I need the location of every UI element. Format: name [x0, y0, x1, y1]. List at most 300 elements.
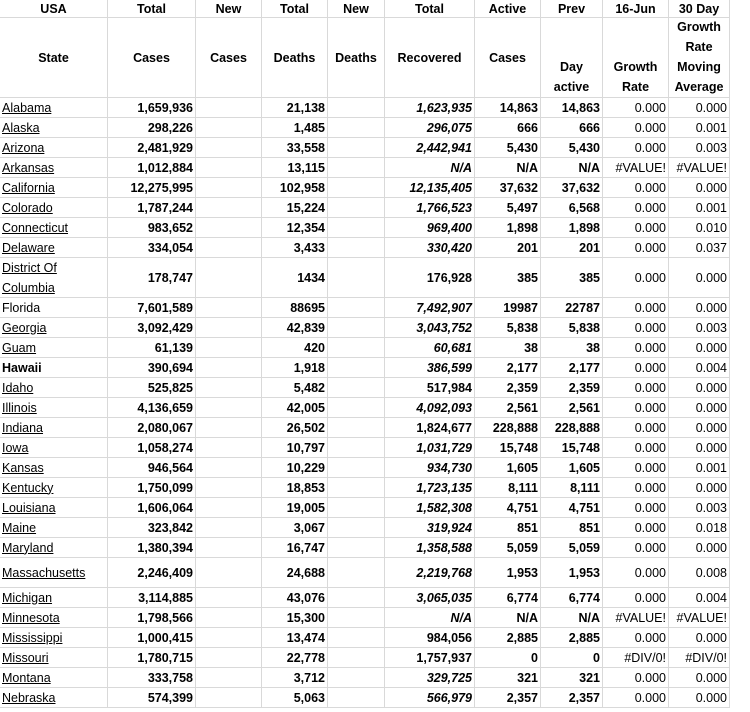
prev-day-active-cell[interactable]: 5,430: [541, 138, 603, 158]
moving-average-cell[interactable]: 0.001: [669, 198, 730, 218]
total-deaths-cell[interactable]: 22,778: [262, 648, 328, 668]
new-deaths-cell[interactable]: [328, 318, 385, 338]
growth-rate-cell[interactable]: 0.000: [603, 98, 669, 118]
active-cases-cell[interactable]: 321: [475, 668, 541, 688]
total-deaths-cell[interactable]: 21,138: [262, 98, 328, 118]
growth-rate-cell[interactable]: 0.000: [603, 258, 669, 298]
new-deaths-cell[interactable]: [328, 458, 385, 478]
total-cases-cell[interactable]: 1,798,566: [108, 608, 196, 628]
state-link[interactable]: Michigan: [0, 588, 108, 608]
moving-average-cell[interactable]: 0.018: [669, 518, 730, 538]
new-deaths-cell[interactable]: [328, 628, 385, 648]
table-row: [0, 688, 730, 708]
recovered-cell[interactable]: 176,928: [385, 258, 475, 298]
new-deaths-cell[interactable]: [328, 518, 385, 538]
prev-day-active-cell[interactable]: 15,748: [541, 438, 603, 458]
prev-day-active-cell[interactable]: 5,838: [541, 318, 603, 338]
moving-average-cell[interactable]: 0.000: [669, 338, 730, 358]
growth-rate-cell[interactable]: #VALUE!: [603, 158, 669, 178]
recovered-cell[interactable]: 1,031,729: [385, 438, 475, 458]
growth-rate-cell[interactable]: 0.000: [603, 688, 669, 708]
active-cases-cell[interactable]: 1,605: [475, 458, 541, 478]
moving-average-cell[interactable]: 0.010: [669, 218, 730, 238]
active-cases-cell[interactable]: 14,863: [475, 98, 541, 118]
recovered-cell[interactable]: 1,582,308: [385, 498, 475, 518]
total-cases-cell[interactable]: 1,750,099: [108, 478, 196, 498]
total-cases-cell[interactable]: 12,275,995: [108, 178, 196, 198]
total-cases-cell[interactable]: 323,842: [108, 518, 196, 538]
total-cases-cell[interactable]: 983,652: [108, 218, 196, 238]
new-deaths-cell[interactable]: [328, 438, 385, 458]
total-cases-cell[interactable]: 1,012,884: [108, 158, 196, 178]
moving-average-cell[interactable]: #VALUE!: [669, 608, 730, 628]
recovered-cell[interactable]: 1,358,588: [385, 538, 475, 558]
growth-rate-cell[interactable]: 0.000: [603, 558, 669, 588]
recovered-cell[interactable]: 329,725: [385, 668, 475, 688]
active-cases-cell[interactable]: N/A: [475, 158, 541, 178]
total-deaths-cell[interactable]: 15,300: [262, 608, 328, 628]
prev-day-active-cell[interactable]: N/A: [541, 158, 603, 178]
moving-average-cell[interactable]: 0.008: [669, 558, 730, 588]
header-label-line: Recovered: [397, 50, 462, 65]
new-cases-cell[interactable]: [196, 648, 262, 668]
prev-day-active-cell[interactable]: 666: [541, 118, 603, 138]
total-cases-cell[interactable]: 1,780,715: [108, 648, 196, 668]
moving-average-cell[interactable]: 0.001: [669, 118, 730, 138]
moving-average-cell[interactable]: 0.004: [669, 358, 730, 378]
state-link: Florida: [0, 298, 108, 318]
recovered-cell[interactable]: 3,065,035: [385, 588, 475, 608]
state-link[interactable]: Missouri: [0, 648, 108, 668]
new-deaths-cell[interactable]: [328, 118, 385, 138]
growth-rate-cell[interactable]: 0.000: [603, 478, 669, 498]
active-cases-cell[interactable]: 851: [475, 518, 541, 538]
active-cases-cell[interactable]: 2,359: [475, 378, 541, 398]
new-deaths-cell[interactable]: [328, 258, 385, 298]
active-cases-cell[interactable]: 1,953: [475, 558, 541, 588]
total-cases-cell[interactable]: 1,787,244: [108, 198, 196, 218]
header-row-main: [0, 18, 730, 98]
new-deaths-cell[interactable]: [328, 418, 385, 438]
moving-average-cell[interactable]: 0.000: [669, 258, 730, 298]
recovered-cell[interactable]: 1,623,935: [385, 98, 475, 118]
header-total-recovered-top: Total: [385, 0, 475, 18]
total-cases-cell[interactable]: 3,114,885: [108, 588, 196, 608]
recovered-cell[interactable]: 934,730: [385, 458, 475, 478]
growth-rate-cell[interactable]: 0.000: [603, 118, 669, 138]
new-cases-cell[interactable]: [196, 138, 262, 158]
total-deaths-cell[interactable]: 3,067: [262, 518, 328, 538]
total-cases-cell[interactable]: 2,481,929: [108, 138, 196, 158]
moving-average-cell[interactable]: 0.001: [669, 458, 730, 478]
prev-day-active-cell[interactable]: 228,888: [541, 418, 603, 438]
prev-day-active-cell[interactable]: 2,177: [541, 358, 603, 378]
growth-rate-cell[interactable]: 0.000: [603, 498, 669, 518]
total-deaths-cell[interactable]: 3,433: [262, 238, 328, 258]
total-deaths-cell[interactable]: 1,485: [262, 118, 328, 138]
total-deaths-cell[interactable]: 13,115: [262, 158, 328, 178]
total-deaths-cell[interactable]: 102,958: [262, 178, 328, 198]
recovered-cell[interactable]: 12,135,405: [385, 178, 475, 198]
new-deaths-cell[interactable]: [328, 668, 385, 688]
total-deaths-cell[interactable]: 24,688: [262, 558, 328, 588]
prev-day-active-cell[interactable]: 14,863: [541, 98, 603, 118]
total-deaths-cell[interactable]: 5,063: [262, 688, 328, 708]
new-cases-cell[interactable]: [196, 238, 262, 258]
new-cases-cell[interactable]: [196, 398, 262, 418]
moving-average-cell[interactable]: 0.003: [669, 318, 730, 338]
growth-rate-cell[interactable]: 0.000: [603, 298, 669, 318]
growth-rate-cell[interactable]: 0.000: [603, 398, 669, 418]
state-link[interactable]: Arizona: [0, 138, 108, 158]
total-deaths-cell[interactable]: 33,558: [262, 138, 328, 158]
new-cases-cell[interactable]: [196, 478, 262, 498]
total-cases-cell[interactable]: 334,054: [108, 238, 196, 258]
new-deaths-cell[interactable]: [328, 588, 385, 608]
total-deaths-cell[interactable]: 43,076: [262, 588, 328, 608]
total-deaths-cell[interactable]: 10,229: [262, 458, 328, 478]
state-link[interactable]: Indiana: [0, 418, 108, 438]
header-state-top: USA: [0, 0, 108, 18]
moving-average-cell[interactable]: 0.004: [669, 588, 730, 608]
recovered-cell[interactable]: 386,599: [385, 358, 475, 378]
new-cases-cell[interactable]: [196, 198, 262, 218]
state-link[interactable]: Idaho: [0, 378, 108, 398]
new-deaths-cell[interactable]: [328, 498, 385, 518]
state-link[interactable]: Georgia: [0, 318, 108, 338]
new-cases-cell[interactable]: [196, 158, 262, 178]
active-cases-cell[interactable]: 0: [475, 648, 541, 668]
active-cases-cell[interactable]: N/A: [475, 608, 541, 628]
new-deaths-cell[interactable]: [328, 688, 385, 708]
total-cases-cell[interactable]: 1,058,274: [108, 438, 196, 458]
total-deaths-cell[interactable]: 420: [262, 338, 328, 358]
growth-rate-cell[interactable]: #VALUE!: [603, 608, 669, 628]
new-deaths-cell[interactable]: [328, 538, 385, 558]
total-cases-cell[interactable]: 525,825: [108, 378, 196, 398]
total-cases-cell[interactable]: 333,758: [108, 668, 196, 688]
state-link[interactable]: California: [0, 178, 108, 198]
growth-rate-cell[interactable]: 0.000: [603, 198, 669, 218]
total-deaths-cell[interactable]: 1434: [262, 258, 328, 298]
state-link[interactable]: Colorado: [0, 198, 108, 218]
active-cases-cell[interactable]: 201: [475, 238, 541, 258]
new-deaths-cell[interactable]: [328, 608, 385, 628]
recovered-cell[interactable]: 4,092,093: [385, 398, 475, 418]
growth-rate-cell[interactable]: 0.000: [603, 238, 669, 258]
state-link[interactable]: Maine: [0, 518, 108, 538]
state-link[interactable]: Kansas: [0, 458, 108, 478]
total-deaths-cell[interactable]: 12,354: [262, 218, 328, 238]
growth-rate-cell[interactable]: 0.000: [603, 538, 669, 558]
growth-rate-cell[interactable]: 0.000: [603, 138, 669, 158]
total-cases-cell[interactable]: 1,380,394: [108, 538, 196, 558]
total-deaths-cell[interactable]: 3,712: [262, 668, 328, 688]
active-cases-cell[interactable]: 5,497: [475, 198, 541, 218]
total-cases-cell[interactable]: 2,080,067: [108, 418, 196, 438]
state-link[interactable]: Louisiana: [0, 498, 108, 518]
active-cases-cell[interactable]: 8,111: [475, 478, 541, 498]
new-cases-cell[interactable]: [196, 118, 262, 138]
growth-rate-cell[interactable]: 0.000: [603, 218, 669, 238]
moving-average-cell[interactable]: 0.000: [669, 98, 730, 118]
state-link[interactable]: Montana: [0, 668, 108, 688]
active-cases-cell[interactable]: 2,177: [475, 358, 541, 378]
active-cases-cell[interactable]: 2,561: [475, 398, 541, 418]
state-link[interactable]: Alaska: [0, 118, 108, 138]
recovered-cell[interactable]: 984,056: [385, 628, 475, 648]
state-link[interactable]: Mississippi: [0, 628, 108, 648]
recovered-cell[interactable]: 7,492,907: [385, 298, 475, 318]
growth-rate-cell[interactable]: 0.000: [603, 358, 669, 378]
active-cases-cell[interactable]: 37,632: [475, 178, 541, 198]
prev-day-active-cell[interactable]: 1,953: [541, 558, 603, 588]
recovered-cell[interactable]: 1,723,135: [385, 478, 475, 498]
new-cases-cell[interactable]: [196, 318, 262, 338]
total-cases-cell[interactable]: 3,092,429: [108, 318, 196, 338]
new-deaths-cell[interactable]: [328, 478, 385, 498]
growth-rate-cell[interactable]: 0.000: [603, 178, 669, 198]
growth-rate-cell[interactable]: 0.000: [603, 458, 669, 478]
total-deaths-cell[interactable]: 15,224: [262, 198, 328, 218]
total-deaths-cell[interactable]: 13,474: [262, 628, 328, 648]
new-deaths-cell[interactable]: [328, 398, 385, 418]
prev-day-active-cell[interactable]: 201: [541, 238, 603, 258]
total-cases-cell[interactable]: 61,139: [108, 338, 196, 358]
table-row: [0, 498, 730, 518]
total-deaths-cell[interactable]: 5,482: [262, 378, 328, 398]
new-deaths-cell[interactable]: [328, 198, 385, 218]
new-deaths-cell[interactable]: [328, 158, 385, 178]
prev-day-active-cell[interactable]: 321: [541, 668, 603, 688]
growth-rate-cell[interactable]: 0.000: [603, 588, 669, 608]
header-total-deaths-label: [262, 18, 328, 98]
state-link[interactable]: Connecticut: [0, 218, 108, 238]
moving-average-cell[interactable]: 0.000: [669, 438, 730, 458]
active-cases-cell[interactable]: 38: [475, 338, 541, 358]
state-link[interactable]: District Of Columbia: [0, 258, 108, 298]
total-deaths-cell[interactable]: 19,005: [262, 498, 328, 518]
total-cases-cell[interactable]: 390,694: [108, 358, 196, 378]
prev-day-active-cell[interactable]: 1,605: [541, 458, 603, 478]
prev-day-active-cell[interactable]: 2,359: [541, 378, 603, 398]
recovered-cell[interactable]: 517,984: [385, 378, 475, 398]
total-cases-cell[interactable]: 1,659,936: [108, 98, 196, 118]
recovered-cell[interactable]: 330,420: [385, 238, 475, 258]
active-cases-cell[interactable]: 15,748: [475, 438, 541, 458]
prev-day-active-cell[interactable]: 2,885: [541, 628, 603, 648]
total-deaths-cell[interactable]: 42,839: [262, 318, 328, 338]
moving-average-cell[interactable]: 0.000: [669, 668, 730, 688]
recovered-cell[interactable]: 2,442,941: [385, 138, 475, 158]
moving-average-cell[interactable]: 0.037: [669, 238, 730, 258]
new-cases-cell[interactable]: [196, 338, 262, 358]
recovered-cell[interactable]: 2,219,768: [385, 558, 475, 588]
table-row: [0, 558, 730, 588]
total-deaths-cell[interactable]: 16,747: [262, 538, 328, 558]
prev-day-active-cell[interactable]: 385: [541, 258, 603, 298]
new-deaths-cell[interactable]: [328, 178, 385, 198]
recovered-cell[interactable]: 296,075: [385, 118, 475, 138]
state-link[interactable]: Massachusetts: [0, 558, 108, 588]
prev-day-active-cell[interactable]: 4,751: [541, 498, 603, 518]
new-cases-cell[interactable]: [196, 438, 262, 458]
active-cases-cell[interactable]: 2,885: [475, 628, 541, 648]
total-deaths-cell[interactable]: 42,005: [262, 398, 328, 418]
prev-day-active-cell[interactable]: 6,568: [541, 198, 603, 218]
moving-average-cell[interactable]: 0.000: [669, 378, 730, 398]
new-deaths-cell[interactable]: [328, 238, 385, 258]
active-cases-cell[interactable]: 19987: [475, 298, 541, 318]
new-cases-cell[interactable]: [196, 298, 262, 318]
new-deaths-cell[interactable]: [328, 358, 385, 378]
moving-average-cell[interactable]: #DIV/0!: [669, 648, 730, 668]
prev-day-active-cell[interactable]: 5,059: [541, 538, 603, 558]
total-deaths-cell[interactable]: 18,853: [262, 478, 328, 498]
new-cases-cell[interactable]: [196, 458, 262, 478]
state-link[interactable]: Iowa: [0, 438, 108, 458]
growth-rate-cell[interactable]: 0.000: [603, 668, 669, 688]
recovered-cell[interactable]: 1,757,937: [385, 648, 475, 668]
moving-average-cell[interactable]: 0.000: [669, 178, 730, 198]
table-row: [0, 218, 730, 238]
moving-average-cell[interactable]: 0.000: [669, 688, 730, 708]
active-cases-cell[interactable]: 5,838: [475, 318, 541, 338]
moving-average-cell[interactable]: 0.000: [669, 478, 730, 498]
total-cases-cell[interactable]: 4,136,659: [108, 398, 196, 418]
total-deaths-cell[interactable]: 88695: [262, 298, 328, 318]
growth-rate-cell[interactable]: 0.000: [603, 438, 669, 458]
total-cases-cell[interactable]: 946,564: [108, 458, 196, 478]
new-cases-cell[interactable]: [196, 178, 262, 198]
prev-day-active-cell[interactable]: 37,632: [541, 178, 603, 198]
new-deaths-cell[interactable]: [328, 218, 385, 238]
header-label-line: Cases: [489, 50, 526, 65]
state-link[interactable]: Illinois: [0, 398, 108, 418]
growth-rate-cell[interactable]: 0.000: [603, 628, 669, 648]
new-deaths-cell[interactable]: [328, 138, 385, 158]
moving-average-cell[interactable]: 0.000: [669, 298, 730, 318]
growth-rate-cell[interactable]: 0.000: [603, 378, 669, 398]
recovered-cell[interactable]: 969,400: [385, 218, 475, 238]
state-link[interactable]: Minnesota: [0, 608, 108, 628]
active-cases-cell[interactable]: 228,888: [475, 418, 541, 438]
table-row: [0, 458, 730, 478]
new-cases-cell[interactable]: [196, 688, 262, 708]
prev-day-active-cell[interactable]: 851: [541, 518, 603, 538]
active-cases-cell[interactable]: 4,751: [475, 498, 541, 518]
moving-average-cell[interactable]: 0.000: [669, 398, 730, 418]
active-cases-cell[interactable]: 666: [475, 118, 541, 138]
prev-day-active-cell[interactable]: N/A: [541, 608, 603, 628]
prev-day-active-cell[interactable]: 22787: [541, 298, 603, 318]
recovered-cell[interactable]: 566,979: [385, 688, 475, 708]
prev-day-active-cell[interactable]: 6,774: [541, 588, 603, 608]
state-link[interactable]: Guam: [0, 338, 108, 358]
recovered-cell[interactable]: 3,043,752: [385, 318, 475, 338]
active-cases-cell[interactable]: 5,059: [475, 538, 541, 558]
active-cases-cell[interactable]: 2,357: [475, 688, 541, 708]
new-cases-cell[interactable]: [196, 418, 262, 438]
new-deaths-cell[interactable]: [328, 298, 385, 318]
recovered-cell[interactable]: N/A: [385, 158, 475, 178]
total-cases-cell[interactable]: 298,226: [108, 118, 196, 138]
growth-rate-cell[interactable]: 0.000: [603, 318, 669, 338]
new-cases-cell[interactable]: [196, 218, 262, 238]
moving-average-cell[interactable]: 0.003: [669, 498, 730, 518]
new-cases-cell[interactable]: [196, 358, 262, 378]
prev-day-active-cell[interactable]: 0: [541, 648, 603, 668]
prev-day-active-cell[interactable]: 8,111: [541, 478, 603, 498]
total-cases-cell[interactable]: 1,000,415: [108, 628, 196, 648]
recovered-cell[interactable]: N/A: [385, 608, 475, 628]
total-deaths-cell[interactable]: 10,797: [262, 438, 328, 458]
moving-average-cell[interactable]: 0.000: [669, 418, 730, 438]
growth-rate-cell[interactable]: 0.000: [603, 338, 669, 358]
state-link[interactable]: Maryland: [0, 538, 108, 558]
active-cases-cell[interactable]: 5,430: [475, 138, 541, 158]
recovered-cell[interactable]: 1,824,677: [385, 418, 475, 438]
total-cases-cell[interactable]: 1,606,064: [108, 498, 196, 518]
total-cases-cell[interactable]: 7,601,589: [108, 298, 196, 318]
new-deaths-cell[interactable]: [328, 338, 385, 358]
new-cases-cell[interactable]: [196, 628, 262, 648]
new-cases-cell[interactable]: [196, 668, 262, 688]
new-deaths-cell[interactable]: [328, 98, 385, 118]
growth-rate-cell[interactable]: 0.000: [603, 518, 669, 538]
prev-day-active-cell[interactable]: 2,561: [541, 398, 603, 418]
state-link[interactable]: Kentucky: [0, 478, 108, 498]
moving-average-cell[interactable]: 0.000: [669, 628, 730, 648]
prev-day-active-cell[interactable]: 38: [541, 338, 603, 358]
active-cases-cell[interactable]: 6,774: [475, 588, 541, 608]
prev-day-active-cell[interactable]: 2,357: [541, 688, 603, 708]
new-cases-cell[interactable]: [196, 538, 262, 558]
new-cases-cell[interactable]: [196, 378, 262, 398]
state-link[interactable]: Delaware: [0, 238, 108, 258]
total-cases-cell[interactable]: 178,747: [108, 258, 196, 298]
recovered-cell[interactable]: 60,681: [385, 338, 475, 358]
total-deaths-cell[interactable]: 1,918: [262, 358, 328, 378]
recovered-cell[interactable]: 319,924: [385, 518, 475, 538]
new-cases-cell[interactable]: [196, 608, 262, 628]
recovered-cell[interactable]: 1,766,523: [385, 198, 475, 218]
active-cases-cell[interactable]: 1,898: [475, 218, 541, 238]
growth-rate-cell[interactable]: 0.000: [603, 418, 669, 438]
growth-rate-cell[interactable]: #DIV/0!: [603, 648, 669, 668]
total-cases-cell[interactable]: 574,399: [108, 688, 196, 708]
moving-average-cell[interactable]: #VALUE!: [669, 158, 730, 178]
state-link[interactable]: Alabama: [0, 98, 108, 118]
new-cases-cell[interactable]: [196, 258, 262, 298]
new-deaths-cell[interactable]: [328, 648, 385, 668]
new-cases-cell[interactable]: [196, 98, 262, 118]
prev-day-active-cell[interactable]: 1,898: [541, 218, 603, 238]
new-cases-cell[interactable]: [196, 518, 262, 538]
total-cases-cell[interactable]: 2,246,409: [108, 558, 196, 588]
state-link[interactable]: Arkansas: [0, 158, 108, 178]
moving-average-cell[interactable]: 0.000: [669, 538, 730, 558]
new-deaths-cell[interactable]: [328, 558, 385, 588]
new-cases-cell[interactable]: [196, 498, 262, 518]
new-cases-cell[interactable]: [196, 558, 262, 588]
state-link[interactable]: Nebraska: [0, 688, 108, 708]
new-deaths-cell[interactable]: [328, 378, 385, 398]
moving-average-cell[interactable]: 0.003: [669, 138, 730, 158]
total-deaths-cell[interactable]: 26,502: [262, 418, 328, 438]
active-cases-cell[interactable]: 385: [475, 258, 541, 298]
new-cases-cell[interactable]: [196, 588, 262, 608]
